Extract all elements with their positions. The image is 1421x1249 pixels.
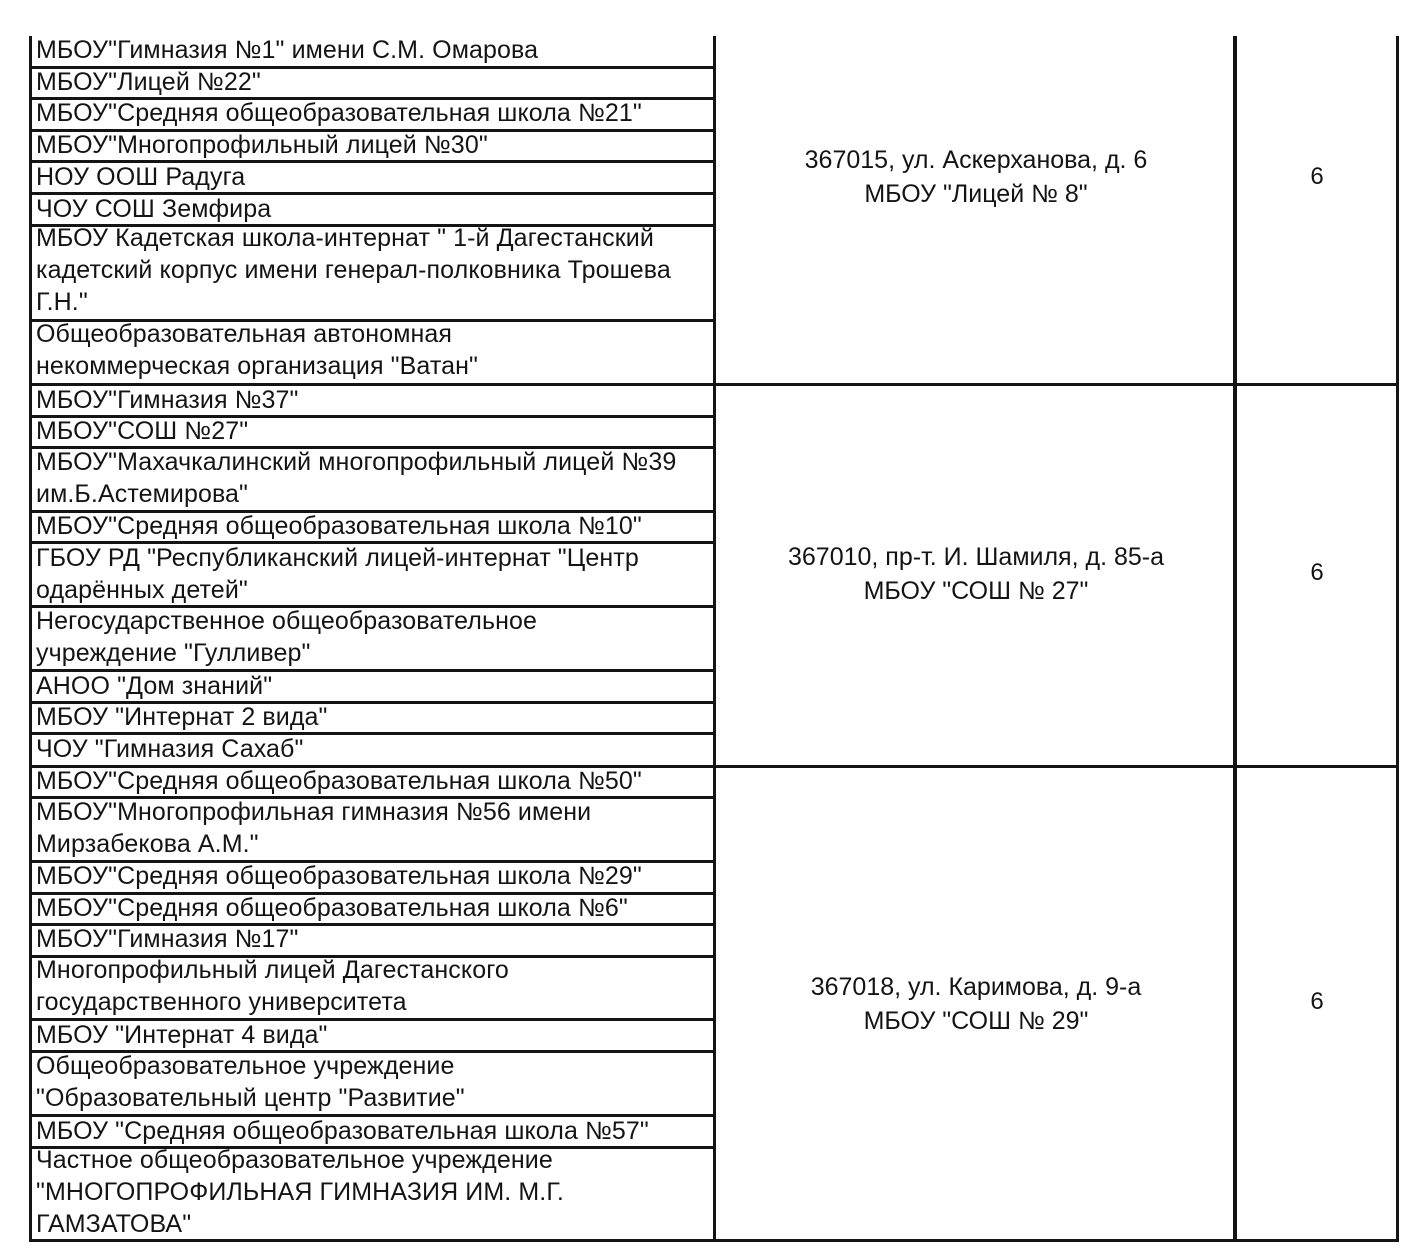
school-name: Общеобразовательное учреждение "Образовательный центр "Развитие" xyxy=(36,1052,465,1112)
school-name: МБОУ"Средняя общеобразовательная школа №50" xyxy=(36,767,642,795)
room-count: 6 xyxy=(1310,988,1324,1015)
school-name: НОУ ООШ Радуга xyxy=(36,163,246,191)
school-name: МБОУ"Махачкалинский многопрофильный лицей №39 им.Б.Астемирова" xyxy=(36,448,677,508)
school-name: МБОУ"Многопрофильный лицей №30" xyxy=(36,131,488,159)
room-count: 6 xyxy=(1310,163,1324,190)
exam-center-address: 367015, ул. Аскерханова, д. 6 xyxy=(804,146,1148,174)
table-border-right xyxy=(1396,36,1399,1242)
exam-center-name: МБОУ "СОШ № 27" xyxy=(863,577,1089,605)
exam-center xyxy=(718,540,1234,608)
room-count: 6 xyxy=(1310,559,1324,586)
school-name: МБОУ"Гимназия №1" имени С.М. Омарова xyxy=(36,36,539,64)
table-border-left xyxy=(29,36,32,1242)
school-name: Многопрофильный лицей Дагестанского государственного университета xyxy=(36,956,509,1016)
school-name: МБОУ "Средняя общеобразовательная школа №57" xyxy=(36,1117,649,1145)
school-name: МБОУ"Средняя общеобразовательная школа №6" xyxy=(36,894,628,922)
school-name: МБОУ"Средняя общеобразовательная школа №10" xyxy=(36,512,642,540)
school-name: ГБОУ РД "Республиканский лицей-интернат "Центр одарённых детей" xyxy=(36,544,639,604)
school-name: АНОО "Дом знаний" xyxy=(36,672,273,700)
school-name: МБОУ"Гимназия №37" xyxy=(36,386,299,414)
school-name: МБОУ"Средняя общеобразовательная школа №21" xyxy=(36,99,642,127)
school-name: МБОУ"Лицей №22" xyxy=(36,68,261,96)
exam-center xyxy=(718,143,1234,211)
exam-center-name: МБОУ "Лицей № 8" xyxy=(864,180,1088,208)
school-name: Негосударственное общеобразовательное учреждение "Гулливер" xyxy=(36,607,537,667)
school-name: Частное общеобразовательное учреждение "МНОГОПРОФИЛЬНАЯ ГИМНАЗИЯ ИМ. М.Г. ГАМЗАТОВА" xyxy=(36,1146,564,1238)
school-name: МБОУ Кадетская школа-интернат " 1-й Дагестанский кадетский корпус имени генерал-полковника Трошева Г.Н." xyxy=(36,224,671,316)
school-name: ЧОУ СОШ Земфира xyxy=(36,195,272,223)
school-name: Общеобразовательная автономная некоммерческая организация "Ватан" xyxy=(36,320,479,380)
school-name: МБОУ"Гимназия №17" xyxy=(36,925,299,953)
school-name: МБОУ"Многопрофильная гимназия №56 имени Мирзабекова А.М." xyxy=(36,798,592,858)
exam-center xyxy=(718,970,1234,1038)
school-name: ЧОУ "Гимназия Сахаб" xyxy=(36,735,304,763)
school-name: МБОУ "Интернат 2 вида" xyxy=(36,703,328,731)
exam-center-address: 367010, пр-т. И. Шамиля, д. 85-а xyxy=(787,543,1164,571)
exam-center-name: МБОУ "СОШ № 29" xyxy=(863,1007,1089,1035)
school-name: МБОУ"СОШ №27" xyxy=(36,417,249,445)
school-name: МБОУ "Интернат 4 вида" xyxy=(36,1021,328,1049)
school-name: МБОУ"Средняя общеобразовательная школа №29" xyxy=(36,862,642,890)
exam-center-address: 367018, ул. Каримова, д. 9-а xyxy=(810,973,1142,1001)
column-divider-center xyxy=(1233,36,1237,1242)
